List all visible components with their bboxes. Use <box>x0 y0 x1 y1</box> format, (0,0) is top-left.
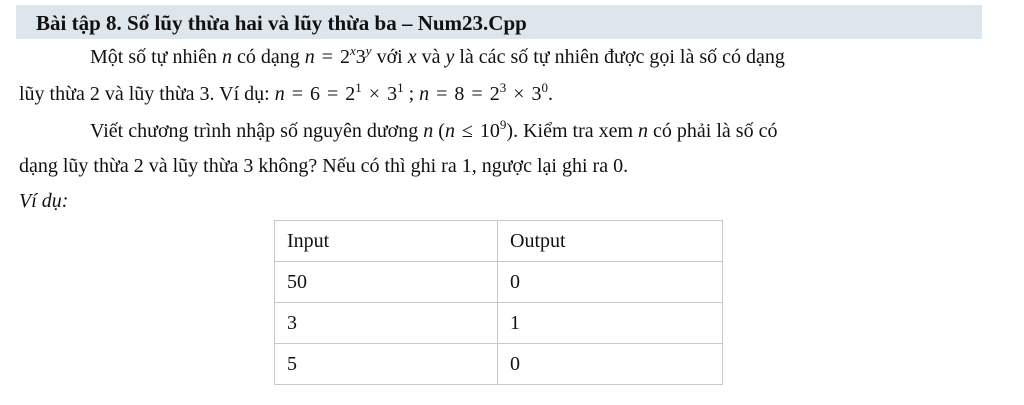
exercise-title: Bài tập 8. Số lũy thừa hai và lũy thừa ba – Num23.Cpp <box>36 11 527 35</box>
text: là các số tự nhiên được gọi là số có dạng <box>454 46 785 68</box>
problem-paragraph-2 <box>90 117 778 142</box>
math-exponent: 1 <box>355 80 362 95</box>
column-header-output: Output <box>498 221 723 262</box>
column-header-input: Input <box>275 221 498 262</box>
text: và <box>416 46 446 68</box>
math-var: x <box>407 46 417 68</box>
text: ( <box>433 120 445 142</box>
output-cell: 0 <box>498 262 723 303</box>
math-value: 6 <box>310 83 321 105</box>
problem-paragraph-1-line-2 <box>19 80 553 105</box>
text: có dạng <box>231 46 305 68</box>
input-cell: 3 <box>275 303 498 344</box>
math-var: n <box>274 83 285 105</box>
math-var: n <box>638 120 649 142</box>
output-cell: 1 <box>498 303 723 344</box>
title-bar <box>16 5 982 39</box>
table-row <box>275 303 723 344</box>
math-op: = <box>291 83 304 105</box>
math-base: 2 <box>340 46 350 68</box>
math-var: n <box>419 83 430 105</box>
math-exponent: 9 <box>499 117 507 132</box>
math-var: n <box>304 46 315 68</box>
problem-paragraph-1 <box>90 43 785 68</box>
math-var: n <box>423 120 434 142</box>
output-cell: 0 <box>498 344 723 385</box>
math-op: ≤ <box>461 120 473 142</box>
example-label: Ví dụ: <box>19 190 69 212</box>
text: ; <box>403 83 420 105</box>
math-base: 2 <box>345 83 356 105</box>
math-op: = <box>321 46 333 68</box>
text: ). Kiểm tra xem <box>506 120 639 142</box>
math-op: = <box>327 83 339 105</box>
math-op: = <box>471 83 483 105</box>
text: với <box>371 46 408 68</box>
math-var: y <box>445 46 455 68</box>
math-op: × <box>368 83 381 105</box>
text: lũy thừa 2 và lũy thừa 3. Ví dụ: <box>19 83 275 105</box>
table-row <box>275 262 723 303</box>
math-base: 3 <box>355 46 366 68</box>
table-row <box>275 344 723 385</box>
math-base: 3 <box>531 83 542 105</box>
input-cell: 5 <box>275 344 498 385</box>
text: Viết chương trình nhập số nguyên dương <box>90 120 424 142</box>
math-exponent: 0 <box>541 80 548 95</box>
math-exponent: x <box>350 43 356 58</box>
table-header-row <box>275 221 723 262</box>
text: . <box>547 83 553 105</box>
math-exponent: y <box>365 43 372 58</box>
math-exponent: 3 <box>499 80 507 95</box>
example-table <box>274 220 723 385</box>
math-op: = <box>436 83 448 105</box>
math-var: n <box>221 46 232 68</box>
math-base: 2 <box>489 83 500 105</box>
text: Một số tự nhiên <box>90 46 222 68</box>
input-cell: 50 <box>275 262 498 303</box>
problem-paragraph-2-line-2: dạng lũy thừa 2 và lũy thừa 3 không? Nếu có thì ghi ra 1, ngược lại ghi ra 0. <box>19 155 629 177</box>
math-var: n <box>444 120 455 142</box>
math-op: × <box>513 83 525 105</box>
math-base: 10 <box>479 120 500 142</box>
math-base: 3 <box>387 83 398 105</box>
math-exponent: 1 <box>397 80 404 95</box>
math-value: 8 <box>454 83 465 105</box>
text: có phải là số có <box>648 120 778 142</box>
